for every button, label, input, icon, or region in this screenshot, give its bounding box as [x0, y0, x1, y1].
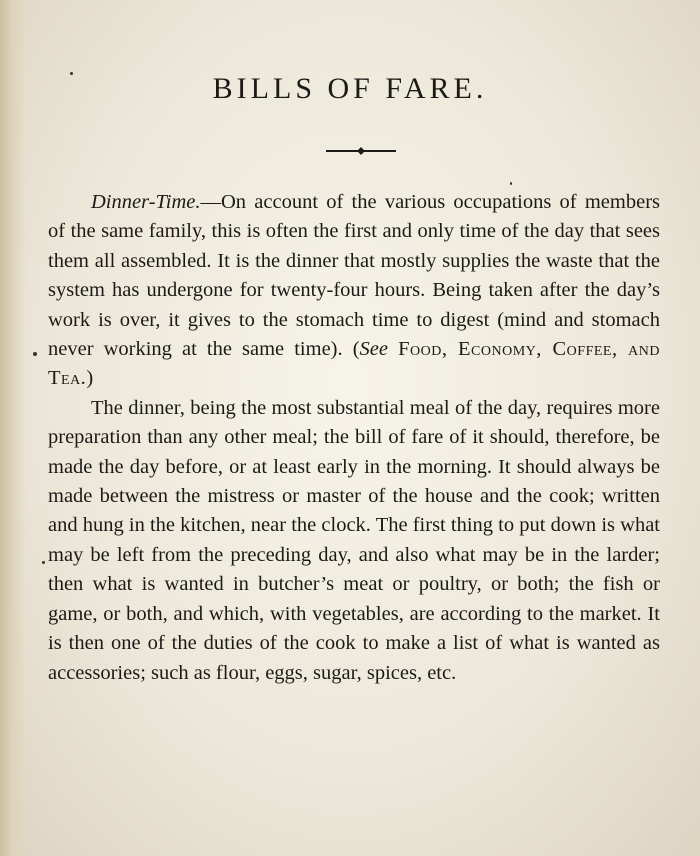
section-lead: Dinner-Time. [91, 191, 201, 213]
ink-speck [33, 352, 37, 356]
paragraph-1-body: On account of the various occupations of members of the same family, this is often the first and only time of the day that sees them all assembled. It is the dinner that mostly supplies the waste that the system has undergone for twenty-four hours. Being taken after the day’s work is over, it gives to the stomach time to digest (mind and stomach never working at the same time). [48, 191, 660, 361]
page-title: BILLS OF FARE. [212, 72, 488, 105]
body-text [48, 188, 660, 688]
paragraph-dinner-time: Dinner-Time.—On account of the various occupations of members of the same family, this is often the first and only time of the day that sees them all assembled. It is the dinner that mostly supplies the waste that the system has undergone for twenty-four hours. Being taken after the day’s work is over, it gives to the stomach time to digest (mind and stomach never working at the same time). (See Food, Economy, Coffee, and Tea.) [48, 191, 660, 390]
see-reference: See [359, 338, 388, 361]
paragraph-dinner-preparation: The dinner, being the most substantial meal of the day, requires more preparation than any other meal; the bill of fare of it should, therefore, be made the day before, or at least early in the morning. It should always be made between the mistress or master of the house and the cook; written and hung in the kitchen, near the clock. The first thing to put down is what may be left from the preceding day, and also what may be in the larder; then what is wanted in butcher’s meat or poultry, or both; the fish or game, or both, and which, with vegetables, are according to the market. It is then one of the duties of the cook to make a list of what is wanted as accessories; such as flour, eggs, sugar, spices, etc. [48, 396, 660, 684]
title-ornament [326, 147, 396, 155]
page-gutter-shadow [0, 0, 26, 856]
ink-speck [510, 182, 512, 185]
ink-speck [42, 561, 45, 564]
cross-references: Food, Economy, Coffee, and Tea. [48, 338, 660, 390]
